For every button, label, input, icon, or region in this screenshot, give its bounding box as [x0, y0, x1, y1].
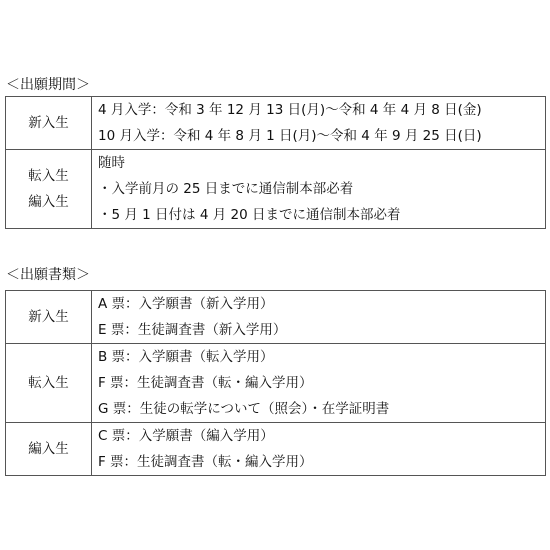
table-row	[6, 291, 546, 344]
list-item: C 票：入学願書（編入学用）	[98, 428, 274, 444]
row-header-new-students	[6, 291, 92, 344]
row-content-transfer-students	[92, 344, 546, 423]
row-header-reentry-students	[6, 423, 92, 476]
row-header-label: 新入生	[28, 115, 69, 131]
row-header-label: 編入生	[28, 441, 69, 457]
row-header-label: 転入生	[28, 375, 69, 391]
table-row	[6, 344, 546, 423]
list-item: ・5 月 1 日付は 4 月 20 日までに通信制本部必着	[98, 207, 401, 223]
list-item: 随時	[98, 155, 125, 171]
row-content-transfer-students	[92, 150, 546, 229]
row-header-new-students	[6, 97, 92, 150]
list-item: G 票：生徒の転学について（照会）・在学証明書	[98, 401, 390, 417]
row-header-label: 転入生	[28, 168, 69, 184]
list-item: F 票：生徒調査書（転・編入学用）	[98, 454, 313, 470]
documents-table	[5, 290, 546, 476]
list-item: E 票：生徒調査書（新入学用）	[98, 322, 287, 338]
list-item: 4 月入学：令和 3 年 12 月 13 日(月)～令和 4 年 4 月 8 日(金)	[98, 102, 482, 118]
row-header-transfer-students	[6, 344, 92, 423]
list-item: 10 月入学：令和 4 年 8 月 1 日(月)～令和 4 年 9 月 25 日(日)	[98, 128, 482, 144]
table-row	[6, 423, 546, 476]
row-header-label: 新入生	[28, 309, 69, 325]
period-table	[5, 96, 546, 229]
list-item: B 票：入学願書（転入学用）	[98, 349, 274, 365]
section-title-documents: ＜出願書類＞	[6, 267, 90, 283]
list-item: A 票：入学願書（新入学用）	[98, 296, 274, 312]
row-content-new-students	[92, 291, 546, 344]
row-header-label: 編入生	[28, 194, 69, 210]
section-title-period: ＜出願期間＞	[6, 77, 90, 93]
row-content-new-students	[92, 97, 546, 150]
list-item: F 票：生徒調査書（転・編入学用）	[98, 375, 313, 391]
table-row	[6, 97, 546, 150]
row-header-transfer-students	[6, 150, 92, 229]
row-content-reentry-students	[92, 423, 546, 476]
list-item: ・入学前月の 25 日までに通信制本部必着	[98, 181, 354, 197]
table-row	[6, 150, 546, 229]
